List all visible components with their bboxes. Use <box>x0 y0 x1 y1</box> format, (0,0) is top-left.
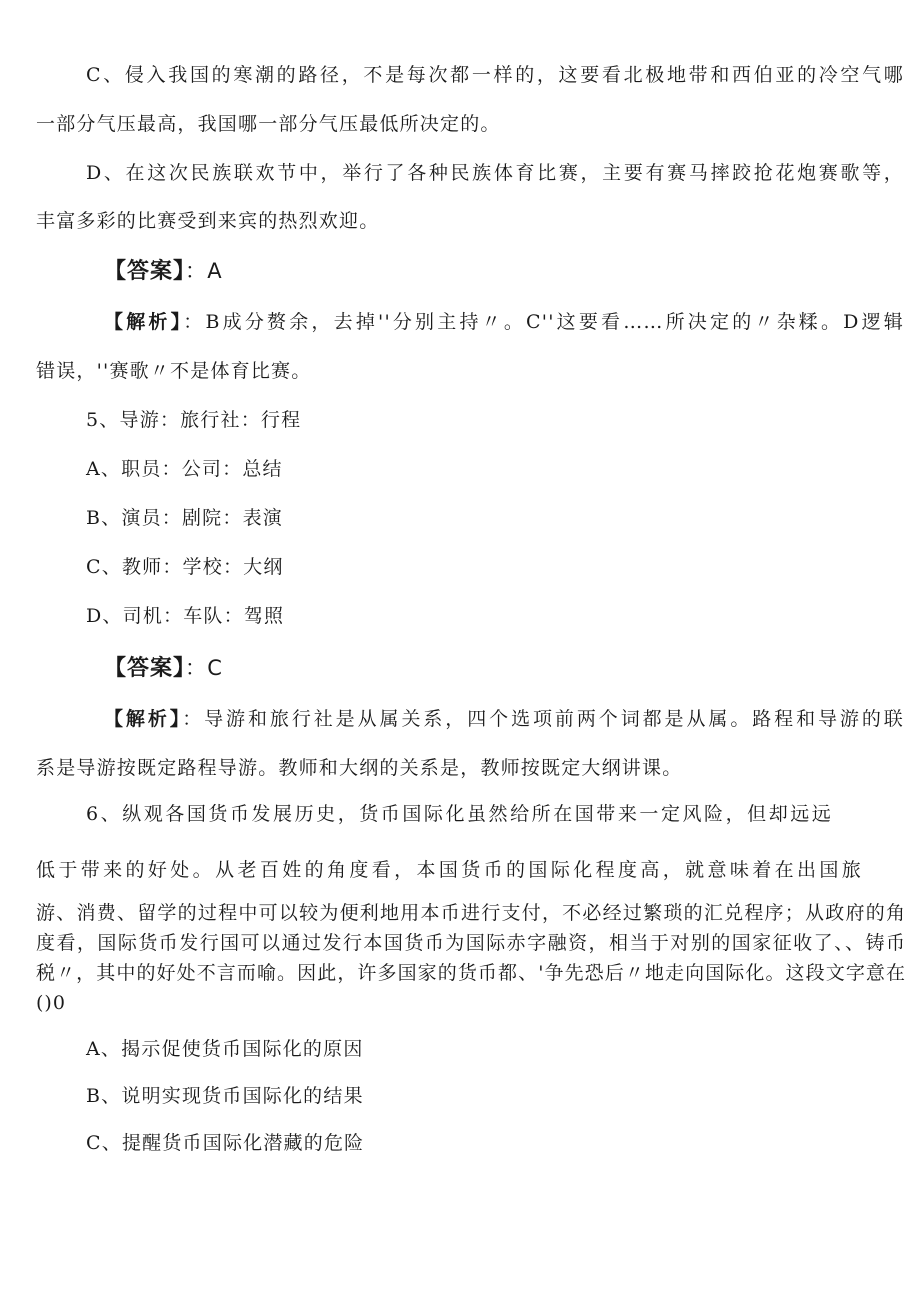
q6-option-c: C、提醒货币国际化潜藏的危险 <box>86 1132 365 1154</box>
analysis-text: ：B成分赘余，去掉''分别主持〃。C''这要看……所决定的〃杂糅。D逻辑 <box>183 311 904 333</box>
answer-label: 【答案】 <box>104 656 186 681</box>
q5-option-a: A、职员：公司：总结 <box>86 458 283 480</box>
q5-option-c: C、教师：学校：大纲 <box>86 556 284 578</box>
analysis-label: 【解析】 <box>104 708 183 730</box>
q4-option-c-line1: C、侵入我国的寒潮的路径，不是每次都一样的，这要看北极地带和西伯亚的冷空气哪 <box>86 64 904 86</box>
q6-stem-line2: 低于带来的好处。从老百姓的角度看，本国货币的国际化程度高，就意味着在出国旅 <box>36 859 862 881</box>
answer-label: 【答案】 <box>104 259 186 284</box>
q4-option-d-line2: 丰富多彩的比赛受到来宾的热烈欢迎。 <box>36 210 380 232</box>
q6-stem-line1: 6、纵观各国货币发展历史，货币国际化虽然给所在国带来一定风险，但却远远 <box>86 803 832 825</box>
q5-analysis-line1 <box>104 706 904 732</box>
q6-stem-paragraph: 游、消费、留学的过程中可以较为便利地用本币进行支付，不必经过繁琐的汇兑程序；从政府的角度看，国际货币发行国可以通过发行本国货币为国际赤字融资，相当于对别的国家征收了、、铸币税〃，其中的好处不言而喻。因此，许多国家的货币都、'争先恐后〃地走向国际化。这段文字意在()0 <box>36 902 906 1014</box>
q4-option-c-line2: 一部分气压最高，我国哪一部分气压最低所决定的。 <box>36 113 501 135</box>
q4-option-d-line1: D、在这次民族联欢节中，举行了各种民族体育比赛，主要有赛马摔跤抢花炮赛歌等， <box>86 162 904 184</box>
q6-option-a: A、揭示促使货币国际化的原因 <box>86 1038 364 1060</box>
analysis-label: 【解析】 <box>104 311 184 333</box>
q5-option-d: D、司机：车队：驾照 <box>86 605 285 627</box>
q4-analysis-line1 <box>104 309 904 335</box>
q5-stem: 5、导游：旅行社：行程 <box>86 409 302 431</box>
answer-value: ：A <box>185 259 223 283</box>
q4-answer <box>104 258 223 285</box>
q5-option-b: B、演员：剧院：表演 <box>86 507 283 529</box>
q4-analysis-line2: 错误，''赛歌〃不是体育比赛。 <box>36 360 312 382</box>
q5-answer <box>104 655 223 682</box>
q5-analysis-line2: 系是导游按既定路程导游。教师和大纲的关系是，教师按既定大纲讲课。 <box>36 757 683 779</box>
analysis-text: ：导游和旅行社是从属关系，四个选项前两个词都是从属。路程和导游的联 <box>182 708 904 730</box>
q6-option-b: B、说明实现货币国际化的结果 <box>86 1085 364 1107</box>
answer-value: ：C <box>185 656 224 680</box>
